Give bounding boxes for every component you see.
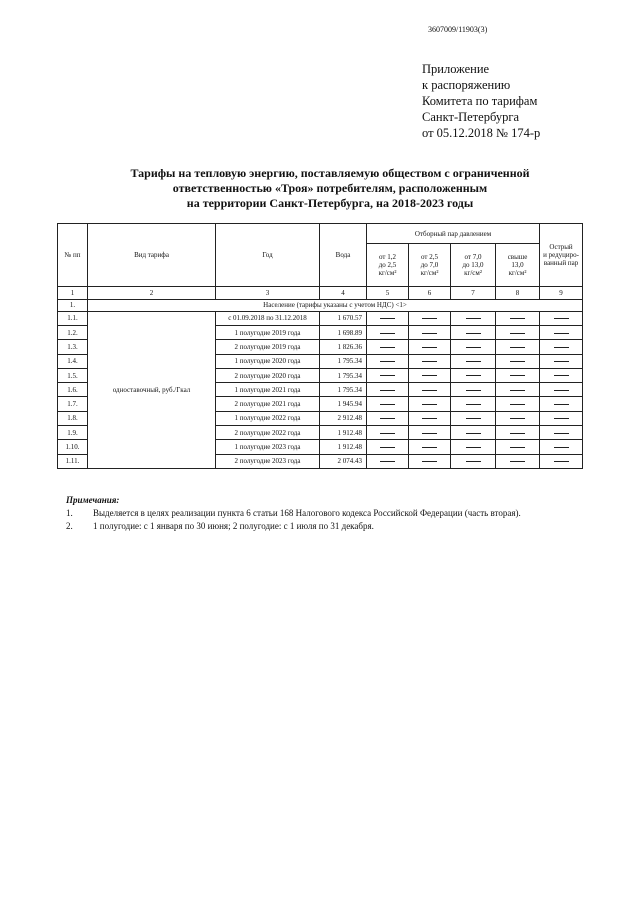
column-number-row (58, 287, 583, 299)
row-num: 1.11. (58, 454, 88, 468)
empty-cell (451, 354, 496, 368)
dash-mark (380, 390, 395, 391)
empty-cell (496, 383, 540, 397)
empty-cell (409, 397, 451, 411)
empty-cell (496, 440, 540, 454)
header-num: № пп (58, 224, 88, 287)
empty-cell (496, 454, 540, 468)
dash-mark (380, 318, 395, 319)
dash-mark (466, 404, 481, 405)
dash-mark (510, 447, 525, 448)
note-item (66, 520, 521, 533)
dash-mark (510, 461, 525, 462)
row-period: 1 полугодие 2023 года (216, 440, 320, 454)
dash-mark (380, 461, 395, 462)
dash-mark (554, 318, 569, 319)
dash-mark (466, 318, 481, 319)
dash-mark (554, 375, 569, 376)
empty-cell (451, 368, 496, 382)
dash-mark (466, 390, 481, 391)
header-steam-1 (367, 244, 409, 287)
header-steam-2-line: до 7,0 (420, 261, 439, 270)
header-live-steam-line: и редуциро- (543, 251, 579, 260)
row-water-value: 1 945.94 (320, 397, 367, 411)
header-steam-3-line: до 13,0 (462, 261, 484, 270)
dash-mark (510, 404, 525, 405)
dash-mark (554, 361, 569, 362)
dash-mark (422, 361, 437, 362)
empty-cell (451, 311, 496, 325)
dash-mark (466, 347, 481, 348)
appendix-line: Комитета по тарифам (422, 94, 538, 108)
row-num: 1.10. (58, 440, 88, 454)
dash-mark (422, 461, 437, 462)
empty-cell (540, 326, 583, 340)
table-body (58, 224, 583, 469)
note-item (66, 507, 521, 520)
header-steam-4-line: кг/см² (508, 269, 527, 278)
row-num: 1.9. (58, 426, 88, 440)
column-number: 2 (88, 287, 216, 299)
dash-mark (466, 333, 481, 334)
empty-cell (451, 426, 496, 440)
header-steam-1-line: от 1,2 (379, 253, 396, 262)
row-num: 1.3. (58, 340, 88, 354)
header-period: Год (216, 224, 320, 287)
dash-mark (466, 361, 481, 362)
dash-mark (554, 390, 569, 391)
row-water-value: 1 795.34 (320, 383, 367, 397)
dash-mark (380, 361, 395, 362)
section-row (58, 299, 583, 311)
document-number: 3607009/11903(3) (428, 25, 488, 34)
header-steam-3-line: от 7,0 (464, 253, 482, 262)
document-title (60, 166, 600, 211)
dash-mark (422, 318, 437, 319)
row-period: 2 полугодие 2023 года (216, 454, 320, 468)
empty-cell (367, 383, 409, 397)
row-num: 1.4. (58, 354, 88, 368)
empty-cell (409, 383, 451, 397)
empty-cell (367, 340, 409, 354)
column-number: 6 (409, 287, 451, 299)
dash-mark (422, 333, 437, 334)
empty-cell (540, 454, 583, 468)
row-water-value: 1 698.89 (320, 326, 367, 340)
dash-mark (422, 418, 437, 419)
dash-mark (510, 333, 525, 334)
dash-mark (554, 347, 569, 348)
empty-cell (367, 326, 409, 340)
dash-mark (466, 433, 481, 434)
dash-mark (510, 347, 525, 348)
note-number: 2. (66, 521, 73, 531)
column-number: 4 (320, 287, 367, 299)
appendix-line: Санкт-Петербурга (422, 110, 520, 124)
empty-cell (540, 426, 583, 440)
note-text: 1 полугодие: с 1 января по 30 июня; 2 полугодие: с 1 июля по 31 декабря. (93, 521, 374, 531)
header-steam-4-line: 13,0 (511, 261, 524, 270)
note-text: Выделяется в целях реализации пункта 6 статьи 168 Налогового кодекса Российской Федерации (часть вторая). (93, 508, 521, 518)
header-live-steam-line: Острый (549, 243, 573, 252)
empty-cell (540, 340, 583, 354)
empty-cell (409, 326, 451, 340)
row-period: 2 полугодие 2021 года (216, 397, 320, 411)
row-num: 1.7. (58, 397, 88, 411)
dash-mark (422, 404, 437, 405)
empty-cell (451, 440, 496, 454)
dash-mark (466, 375, 481, 376)
row-num: 1.5. (58, 368, 88, 382)
row-period: 1 полугодие 2021 года (216, 383, 320, 397)
dash-mark (510, 361, 525, 362)
dash-mark (554, 447, 569, 448)
empty-cell (496, 340, 540, 354)
section-num: 1. (58, 299, 88, 311)
title-line: Тарифы на тепловую энергию, поставляемую обществом с ограниченной (130, 166, 530, 180)
empty-cell (367, 354, 409, 368)
dash-mark (466, 461, 481, 462)
empty-cell (540, 368, 583, 382)
empty-cell (367, 440, 409, 454)
empty-cell (496, 411, 540, 425)
row-period: 1 полугодие 2020 года (216, 354, 320, 368)
header-steam-2-line: кг/см² (420, 269, 439, 278)
empty-cell (540, 440, 583, 454)
appendix-line: к распоряжению (422, 78, 511, 92)
header-tariff-type: Вид тарифа (88, 224, 216, 287)
appendix-line: от 05.12.2018 № 174-р (422, 126, 541, 140)
row-water-value: 1 826.36 (320, 340, 367, 354)
empty-cell (496, 368, 540, 382)
dash-mark (422, 375, 437, 376)
empty-cell (451, 340, 496, 354)
appendix-block (422, 61, 540, 141)
dash-mark (554, 404, 569, 405)
title-line: ответственностью «Троя» потребителям, расположенным (172, 181, 488, 195)
empty-cell (496, 426, 540, 440)
row-water-value: 1 912.48 (320, 426, 367, 440)
dash-mark (422, 347, 437, 348)
dash-mark (380, 404, 395, 405)
empty-cell (451, 411, 496, 425)
empty-cell (409, 368, 451, 382)
appendix-line: Приложение (422, 62, 490, 76)
dash-mark (554, 418, 569, 419)
empty-cell (409, 340, 451, 354)
empty-cell (367, 411, 409, 425)
dash-mark (422, 433, 437, 434)
row-period: с 01.09.2018 по 31.12.2018 (216, 311, 320, 325)
note-number: 1. (66, 508, 73, 518)
empty-cell (367, 397, 409, 411)
empty-cell (540, 411, 583, 425)
dash-mark (510, 318, 525, 319)
dash-mark (380, 333, 395, 334)
dash-mark (422, 447, 437, 448)
header-row (58, 224, 583, 244)
empty-cell (496, 397, 540, 411)
header-steam-3 (451, 244, 496, 287)
empty-cell (409, 454, 451, 468)
row-num: 1.2. (58, 326, 88, 340)
empty-cell (451, 326, 496, 340)
empty-cell (496, 326, 540, 340)
row-water-value: 1 795.34 (320, 368, 367, 382)
empty-cell (367, 426, 409, 440)
dash-mark (380, 418, 395, 419)
row-water-value: 1 670.57 (320, 311, 367, 325)
header-water: Вода (320, 224, 367, 287)
header-steam-group: Отборный пар давлением (367, 224, 540, 244)
header-steam-2-line: от 2,5 (421, 253, 438, 262)
empty-cell (540, 383, 583, 397)
dash-mark (510, 418, 525, 419)
column-number: 3 (216, 287, 320, 299)
row-water-value: 2 074.43 (320, 454, 367, 468)
header-steam-4 (496, 244, 540, 287)
row-water-value: 2 912.48 (320, 411, 367, 425)
tariff-table (57, 223, 583, 469)
column-number: 8 (496, 287, 540, 299)
row-water-value: 1 795.34 (320, 354, 367, 368)
row-period: 2 полугодие 2020 года (216, 368, 320, 382)
dash-mark (380, 347, 395, 348)
dash-mark (554, 433, 569, 434)
empty-cell (540, 397, 583, 411)
header-steam-4-line: свыше (507, 253, 528, 262)
row-water-value: 1 912.48 (320, 440, 367, 454)
row-num: 1.6. (58, 383, 88, 397)
empty-cell (496, 354, 540, 368)
notes-title: Примечания: (66, 495, 120, 505)
header-live-steam-line: ванный пар (543, 259, 579, 268)
empty-cell (409, 411, 451, 425)
row-period: 1 полугодие 2019 года (216, 326, 320, 340)
dash-mark (466, 447, 481, 448)
header-steam-2 (409, 244, 451, 287)
dash-mark (380, 375, 395, 376)
dash-mark (554, 461, 569, 462)
row-num: 1.8. (58, 411, 88, 425)
dash-mark (510, 375, 525, 376)
header-steam-3-line: кг/см² (464, 269, 482, 278)
empty-cell (409, 440, 451, 454)
empty-cell (540, 354, 583, 368)
dash-mark (380, 433, 395, 434)
dash-mark (510, 433, 525, 434)
header-steam-1-line: до 2,5 (378, 261, 397, 270)
column-number: 5 (367, 287, 409, 299)
column-number: 7 (451, 287, 496, 299)
section-label: Население (тарифы указаны с учетом НДС) <1> (88, 299, 583, 311)
column-number: 1 (58, 287, 88, 299)
dash-mark (510, 390, 525, 391)
dash-mark (466, 418, 481, 419)
empty-cell (540, 311, 583, 325)
row-period: 2 полугодие 2019 года (216, 340, 320, 354)
empty-cell (367, 368, 409, 382)
dash-mark (380, 447, 395, 448)
empty-cell (451, 383, 496, 397)
empty-cell (367, 311, 409, 325)
empty-cell (409, 354, 451, 368)
title-line: на территории Санкт-Петербурга, на 2018-2023 годы (186, 196, 474, 210)
row-period: 1 полугодие 2022 года (216, 411, 320, 425)
notes-block (66, 494, 521, 533)
empty-cell (409, 426, 451, 440)
header-live-steam (540, 224, 583, 287)
header-steam-1-line: кг/см² (378, 269, 397, 278)
empty-cell (496, 311, 540, 325)
empty-cell (367, 454, 409, 468)
row-num: 1.1. (58, 311, 88, 325)
table-row (58, 311, 583, 325)
row-period: 2 полугодие 2022 года (216, 426, 320, 440)
column-number: 9 (540, 287, 583, 299)
tariff-type: одноставочный, руб./Гкал (88, 311, 216, 468)
dash-mark (422, 390, 437, 391)
empty-cell (409, 311, 451, 325)
dash-mark (554, 333, 569, 334)
empty-cell (451, 454, 496, 468)
empty-cell (451, 397, 496, 411)
